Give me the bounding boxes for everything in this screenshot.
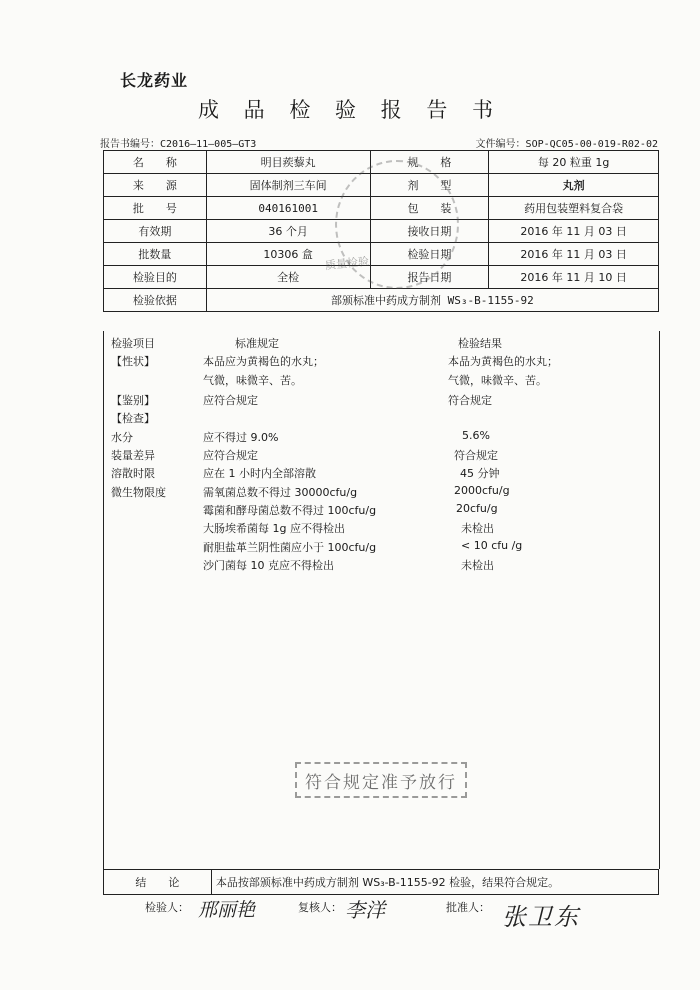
company-name: 长龙药业: [120, 71, 189, 90]
info-value: 丸剂: [489, 174, 659, 197]
item-shuifen: 水分: [111, 431, 133, 444]
info-label: 剂 型: [370, 174, 489, 197]
res-weishengwu-3: 未检出: [461, 522, 494, 535]
info-label: 接收日期: [370, 220, 489, 243]
conclusion-table: [103, 869, 659, 895]
info-value: 每 20 粒重 1g: [489, 151, 659, 174]
approver-label: 批准人：: [446, 901, 490, 914]
info-label: 批 号: [104, 197, 207, 220]
res-weishengwu-2: 20cfu/g: [456, 502, 498, 515]
approver-signature: 张卫东: [502, 903, 580, 931]
std-shuifen: 应不得过 9.0%: [203, 431, 279, 444]
res-shuifen: 5.6%: [462, 429, 490, 442]
res-jianbie: 符合规定: [448, 394, 492, 407]
info-value: 040161001: [206, 197, 370, 220]
info-label: 有效期: [104, 220, 207, 243]
std-weishengwu-3: 大肠埃希菌每 1g 应不得检出: [203, 522, 345, 535]
info-label: 检验目的: [104, 266, 207, 289]
reviewer-label: 复核人：: [298, 901, 342, 914]
std-weishengwu-4: 耐胆盐革兰阴性菌应小于 100cfu/g: [203, 541, 377, 554]
item-weishengwu: 微生物限度: [111, 486, 166, 499]
info-label: 包 装: [370, 197, 489, 220]
info-label: 名 称: [104, 151, 207, 174]
report-number: 报告书编号：C2016—11—005—GT3: [100, 139, 257, 150]
item-rongsan: 溶散时限: [111, 467, 155, 480]
quality-stamp-text: 质量检验: [324, 254, 370, 273]
res-xingzhuang-2: 气微，味微辛、苦。: [448, 374, 547, 387]
inspector-signature: 邢丽艳: [198, 899, 256, 921]
conclusion-label: 结 论: [104, 870, 212, 895]
info-value: 固体制剂三车间: [206, 174, 370, 197]
info-value: 2016 年 11 月 03 日: [489, 220, 659, 243]
res-weishengwu-4: < 10 cfu /g: [461, 539, 523, 552]
item-jianbie: 【鉴别】: [111, 394, 155, 407]
info-value: 2016 年 11 月 03 日: [489, 243, 659, 266]
results-header-standard: 标准规定: [235, 337, 279, 350]
basis-label: 检验依据: [104, 289, 207, 312]
info-label: 来 源: [104, 174, 207, 197]
std-weishengwu-1: 需氧菌总数不得过 30000cfu/g: [203, 486, 358, 499]
info-label: 报告日期: [370, 266, 489, 289]
item-zhuangliang: 装量差异: [111, 449, 155, 462]
info-value: 2016 年 11 月 10 日: [489, 266, 659, 289]
document-title: 成 品 检 验 报 告 书: [197, 98, 503, 122]
conclusion-text: 本品按部颁标准中药成方制剂 WS₃-B-1155-92 检验，结果符合规定。: [211, 870, 658, 895]
info-value: 明目蒺藜丸: [206, 151, 370, 174]
std-zhuangliang: 应符合规定: [203, 449, 258, 462]
std-rongsan: 应在 1 小时内全部溶散: [203, 467, 316, 480]
reviewer-signature: 李洋: [345, 898, 385, 922]
res-zhuangliang: 符合规定: [454, 449, 498, 462]
inspector-label: 检验人：: [145, 901, 189, 914]
basis-row: [104, 289, 659, 312]
info-label: 检验日期: [370, 243, 489, 266]
info-value: 10306 盒: [206, 243, 370, 266]
res-rongsan: 45 分钟: [460, 467, 500, 480]
item-jiancha: 【检查】: [111, 412, 155, 425]
info-label: 批数量: [104, 243, 207, 266]
std-xingzhuang-2: 气微，味微辛、苦。: [203, 374, 302, 387]
info-value: 全检: [206, 266, 370, 289]
res-weishengwu-1: 2000cfu/g: [454, 484, 510, 497]
res-xingzhuang-1: 本品为黄褐色的水丸；: [448, 355, 558, 368]
res-weishengwu-5: 未检出: [461, 559, 494, 572]
std-weishengwu-2: 霉菌和酵母菌总数不得过 100cfu/g: [203, 504, 377, 517]
release-stamp: 符合规定准予放行: [295, 762, 467, 798]
info-value: 药用包装塑料复合袋: [489, 197, 659, 220]
results-header-result: 检验结果: [458, 337, 502, 350]
std-xingzhuang-1: 本品应为黄褐色的水丸；: [203, 355, 324, 368]
file-number: 文件编号：SOP-QC05-00-019-R02-02: [475, 139, 658, 150]
basis-value: 部颁标准中药成方制剂 WS₃-B-1155-92: [206, 289, 658, 312]
results-header-item: 检验项目: [111, 337, 155, 350]
std-weishengwu-5: 沙门菌每 10 克应不得检出: [203, 559, 334, 572]
info-label: 规 格: [370, 151, 489, 174]
item-xingzhuang: 【性状】: [111, 355, 155, 368]
info-value: 36 个月: [206, 220, 370, 243]
std-jianbie: 应符合规定: [203, 394, 258, 407]
